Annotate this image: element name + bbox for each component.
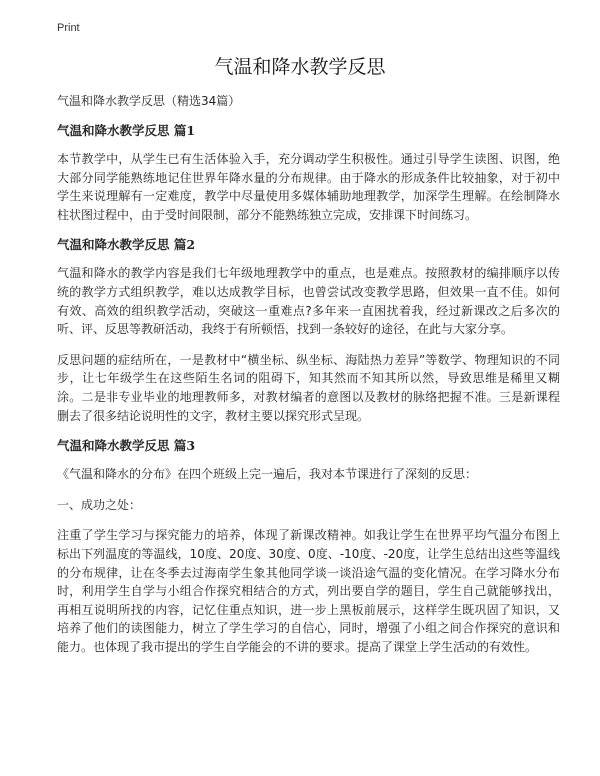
section-heading-1: 气温和降水教学反思 篇1	[57, 123, 196, 138]
section-3-paragraph-2: 一、成功之处：	[57, 497, 142, 512]
document-title: 气温和降水教学反思	[214, 56, 386, 78]
section-heading-3: 气温和降水教学反思 篇3	[57, 438, 196, 454]
section-2-paragraph-2: 反思问题的症结所在，一是教材中“横坐标、纵坐标、海陆热力差异”等数学、物理知识的不同步，让七年级学生在这些陌生名词的阻碍下，知其然而不知其所以然，导致思维是稀里又糊涂。二是非专业毕业的地理教师多，对教材编者的意图以及教材的脉络把握不准。三是新课程删去了很多结论说明性的文字，教材主要以探究形式呈现。	[57, 352, 560, 423]
print-link[interactable]: Print	[57, 22, 80, 34]
document-subtitle: 气温和降水教学反思（精选34篇）	[57, 94, 241, 108]
section-1-paragraph-1: 本节教学中，从学生已有生活体验入手，充分调动学生积极性。通过引导学生读图、识图，绝大部分同学能熟练地记住世界年降水量的分布规律。由于降水的形成条件比较抽象，对于初中学生来说理解有一定难度，教学中尽量使用多媒体辅助地理教学，加深学生理解。在绘制降水柱状图过程中，由于受时间限制，部分不能熟练独立完成，安排课下时间练习。	[57, 152, 560, 222]
document-body	[57, 92, 560, 668]
section-2-paragraph-1: 气温和降水的教学内容是我们七年级地理教学中的重点，也是难点。按照教材的编排顺序以传统的教学方式组织教学，难以达成教学目标，也曾尝试改变教学思路，但效果一直不佳。如何有效、高效的组织教学活动，突破这一重难点?多年来一直困扰着我，经过新课改之后多次的听、评、反思等教研活动，我终于有所顿悟，找到一条较好的途径，在此与大家分享。	[57, 266, 560, 337]
section-heading-2: 气温和降水教学反思 篇2	[57, 237, 196, 253]
section-3-paragraph-1: 《气温和降水的分布》在四个班级上完一遍后，我对本节课进行了深刻的反思：	[57, 467, 478, 482]
section-3-paragraph-3: 注重了学生学习与探究能力的培养，体现了新课改精神。如我让学生在世界平均气温分布图上标出下列温度的等温线，10度、20度、30度、0度、-10度、-20度，让学生总结出这些等温线的分布规律，让在冬季去过海南学生象其他同学谈一谈沿途气温的变化情况。在学习降水分布时，利用学生自学与小组合作探究相结合的方式，列出要自学的题目，学生自己就能够找出，再相互说明所找的内容，记忆住重点知识，进一步上黑板前展示，这样学生既巩固了知识，又培养了他们的读图能力，树立了学生学习的自信心，同时，增强了小组之间合作探究的意识和能力。也体现了我市提出的学生自学能会的不讲的要求。提高了课堂上学生活动的有效性。	[57, 528, 560, 654]
